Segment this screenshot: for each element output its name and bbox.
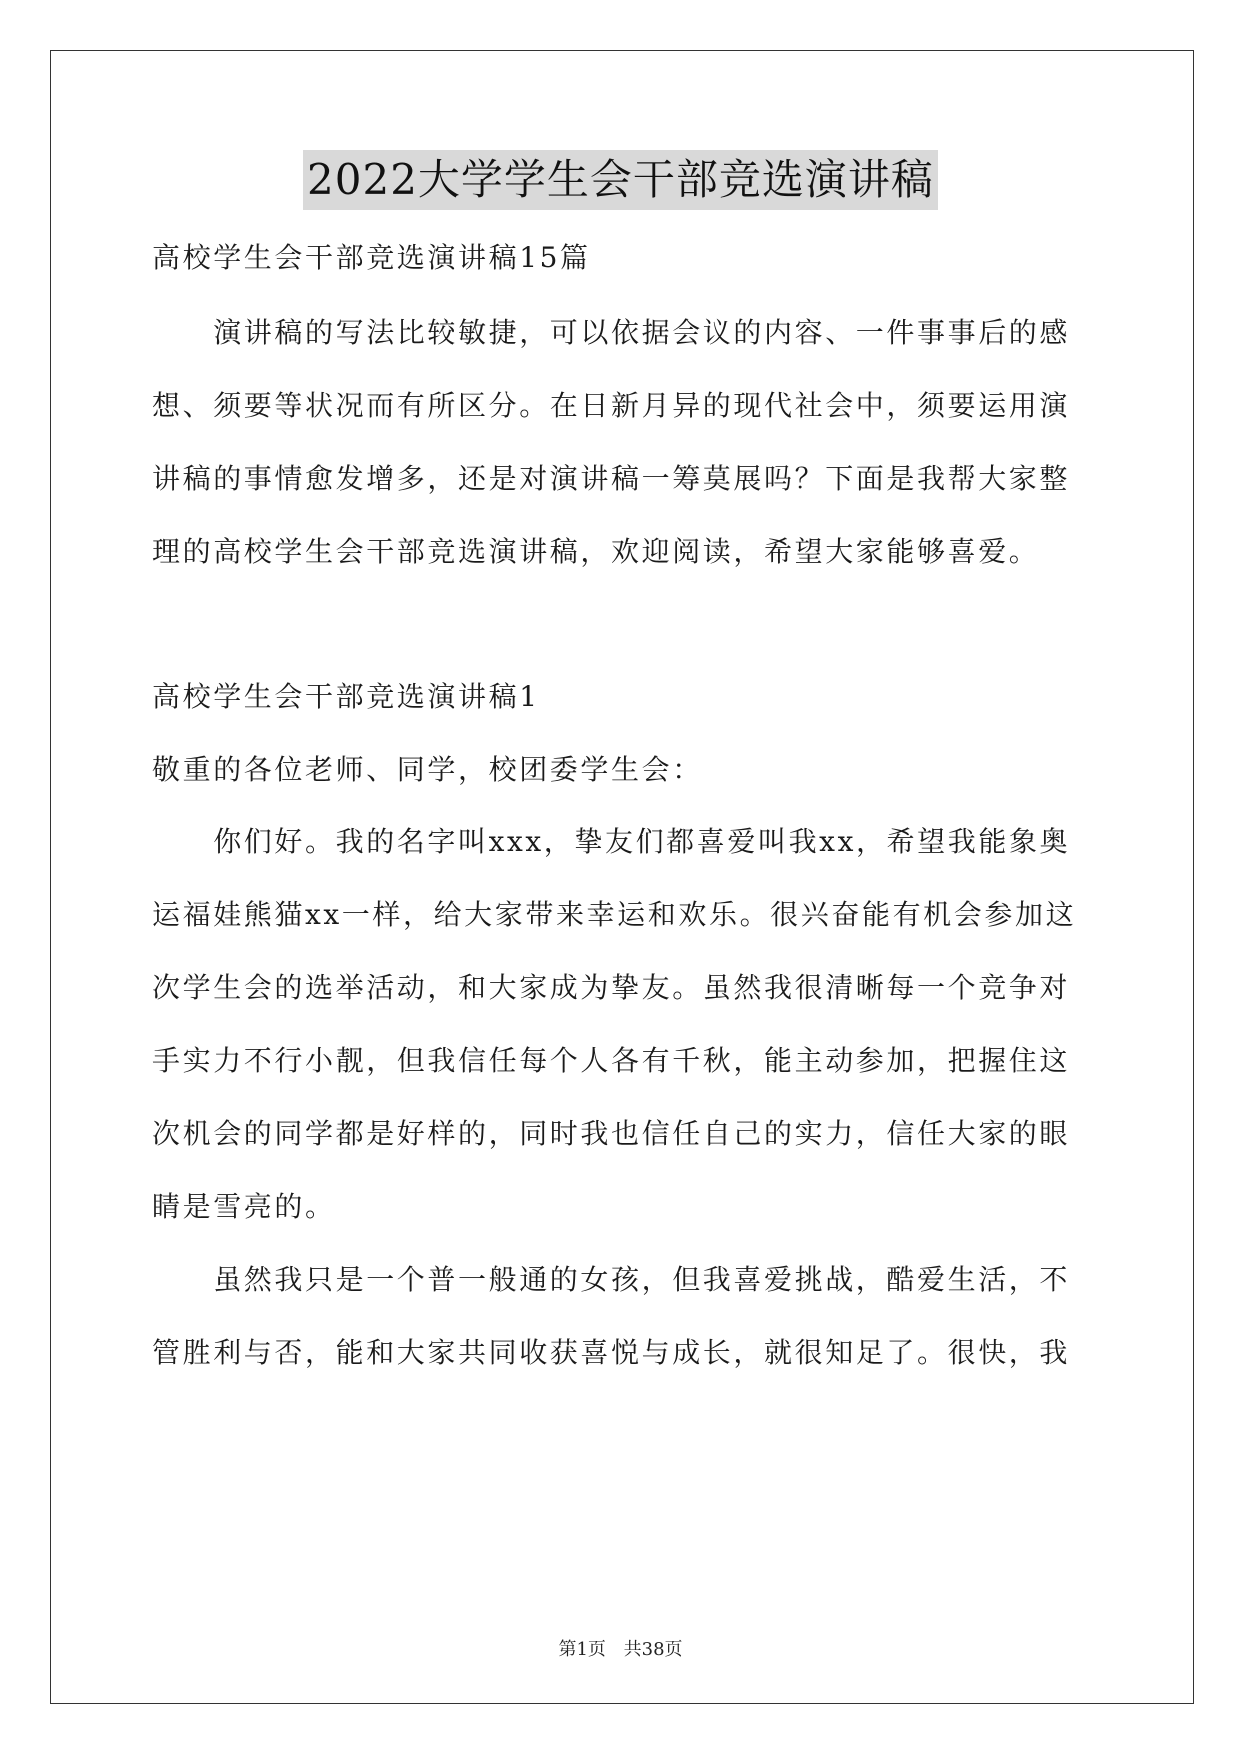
paragraph-line: 你们好。我的名字叫xxx，挚友们都喜爱叫我xx，希望我能象奥 xyxy=(152,825,1071,858)
paragraph-line: 次机会的同学都是好样的，同时我也信任自己的实力，信任大家的眼 xyxy=(152,1117,1071,1150)
salutation-line: 敬重的各位老师、同学，校团委学生会： xyxy=(152,753,703,786)
page-border xyxy=(50,50,1194,1704)
paragraph-line: 演讲稿的写法比较敏捷，可以依据会议的内容、一件事事后的感 xyxy=(152,316,1071,349)
paragraph-line: 讲稿的事情愈发增多，还是对演讲稿一筹莫展吗？下面是我帮大家整 xyxy=(152,462,1071,495)
paragraph-line: 运福娃熊猫xx一样，给大家带来幸运和欢乐。很兴奋能有机会参加这 xyxy=(152,898,1077,931)
document-title: 2022大学学生会干部竞选演讲稿 xyxy=(303,150,938,210)
title-container xyxy=(0,150,1241,210)
subtitle-line: 高校学生会干部竞选演讲稿15篇 xyxy=(152,241,591,274)
paragraph-line: 管胜利与否，能和大家共同收获喜悦与成长，就很知足了。很快，我 xyxy=(152,1336,1071,1369)
paragraph-line: 虽然我只是一个普一般通的女孩，但我喜爱挑战，酷爱生活，不 xyxy=(152,1263,1071,1296)
section-heading: 高校学生会干部竞选演讲稿1 xyxy=(152,680,540,713)
page-total: 共38页 xyxy=(623,1639,683,1660)
page-footer xyxy=(0,1635,1241,1661)
paragraph-line: 想、须要等状况而有所区分。在日新月异的现代社会中，须要运用演 xyxy=(152,389,1071,422)
page-number: 第1页 xyxy=(558,1639,606,1660)
paragraph-line: 睛是雪亮的。 xyxy=(152,1190,336,1223)
paragraph-line: 次学生会的选举活动，和大家成为挚友。虽然我很清晰每一个竞争对 xyxy=(152,971,1071,1004)
paragraph-line: 理的高校学生会干部竞选演讲稿，欢迎阅读，希望大家能够喜爱。 xyxy=(152,535,1040,568)
paragraph-line: 手实力不行小靓，但我信任每个人各有千秋，能主动参加，把握住这 xyxy=(152,1044,1071,1077)
